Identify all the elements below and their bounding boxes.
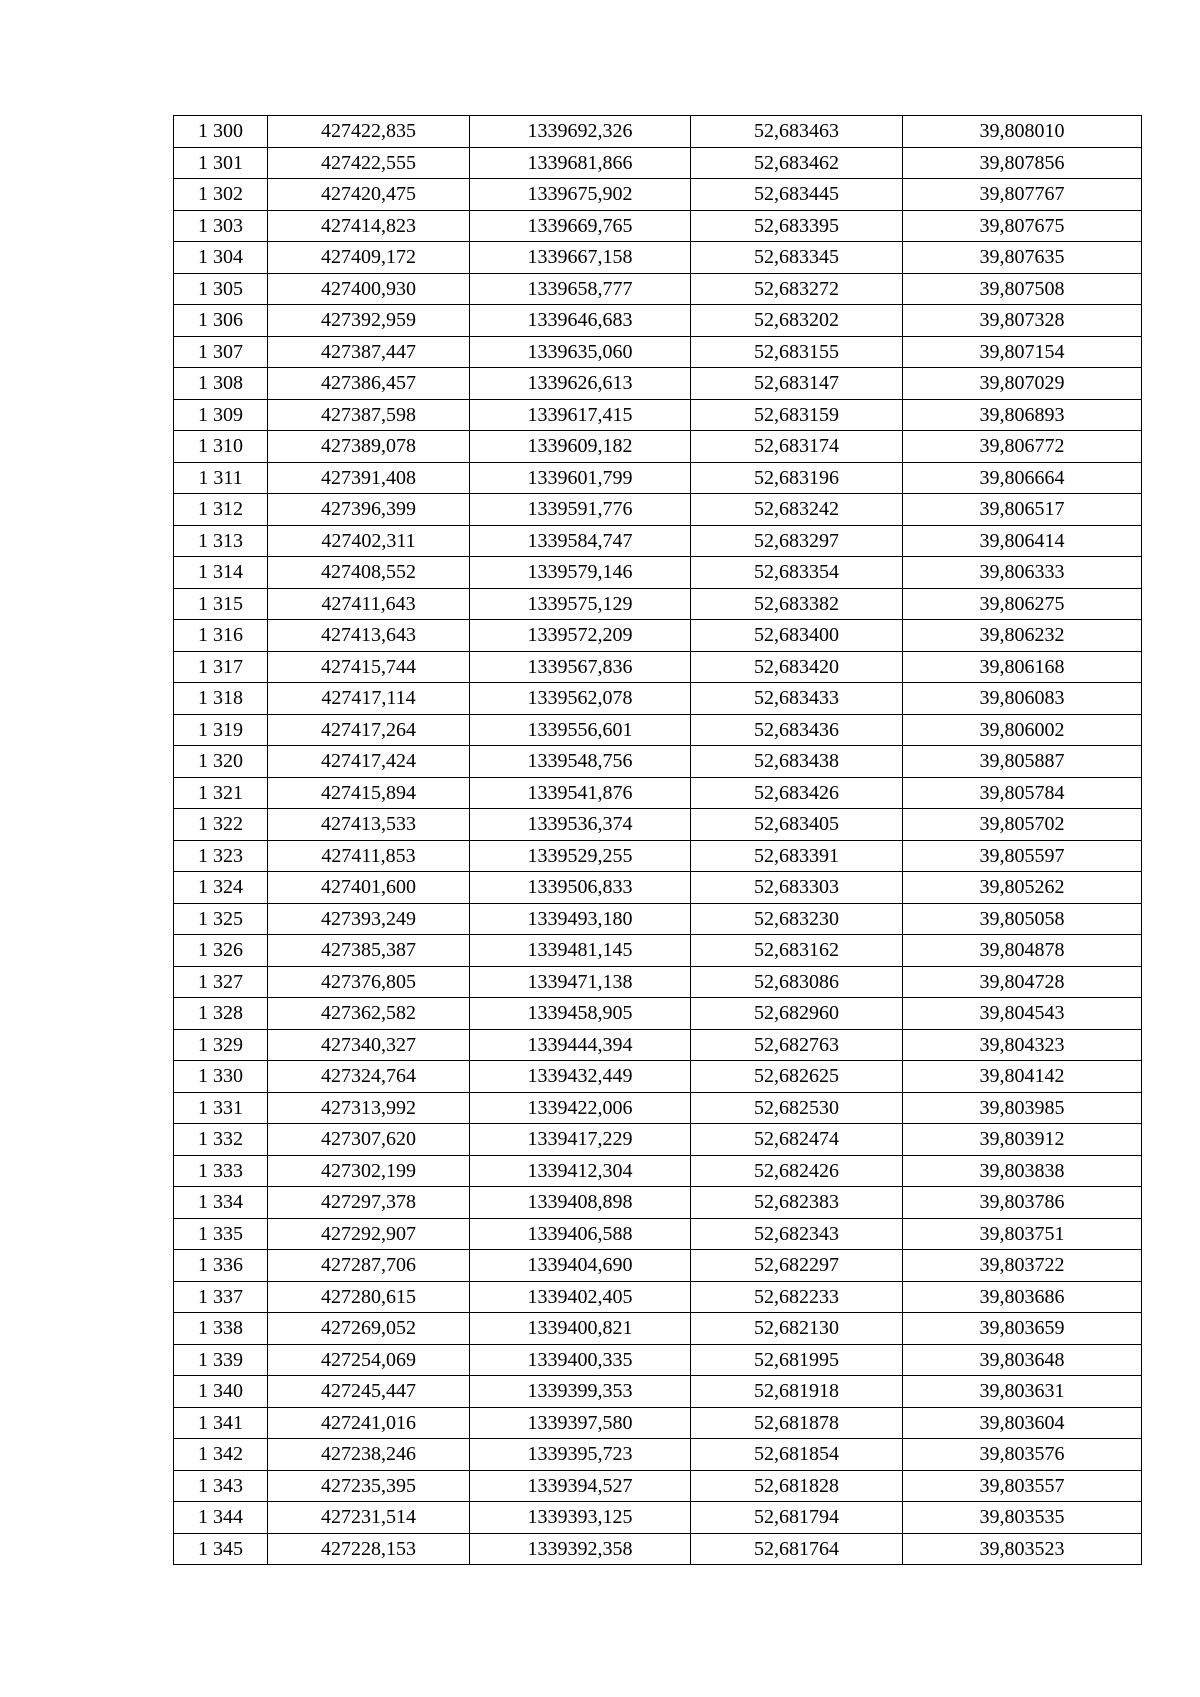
point-number-cell: 1 325 bbox=[174, 903, 268, 935]
point-number-cell: 1 336 bbox=[174, 1250, 268, 1282]
point-number-cell: 1 343 bbox=[174, 1470, 268, 1502]
latitude-cell: 52,682474 bbox=[691, 1124, 903, 1156]
x-coordinate-cell: 427411,643 bbox=[268, 588, 470, 620]
x-coordinate-cell: 427228,153 bbox=[268, 1533, 470, 1565]
x-coordinate-cell: 427409,172 bbox=[268, 242, 470, 274]
x-coordinate-cell: 427401,600 bbox=[268, 872, 470, 904]
latitude-cell: 52,683297 bbox=[691, 525, 903, 557]
x-coordinate-cell: 427292,907 bbox=[268, 1218, 470, 1250]
latitude-cell: 52,682426 bbox=[691, 1155, 903, 1187]
table-row bbox=[174, 147, 1142, 179]
x-coordinate-cell: 427280,615 bbox=[268, 1281, 470, 1313]
y-coordinate-cell: 1339609,182 bbox=[470, 431, 691, 463]
table-row bbox=[174, 777, 1142, 809]
y-coordinate-cell: 1339692,326 bbox=[470, 116, 691, 148]
x-coordinate-cell: 427287,706 bbox=[268, 1250, 470, 1282]
y-coordinate-cell: 1339635,060 bbox=[470, 336, 691, 368]
x-coordinate-cell: 427422,835 bbox=[268, 116, 470, 148]
y-coordinate-cell: 1339412,304 bbox=[470, 1155, 691, 1187]
latitude-cell: 52,683426 bbox=[691, 777, 903, 809]
latitude-cell: 52,683147 bbox=[691, 368, 903, 400]
table-row bbox=[174, 1218, 1142, 1250]
latitude-cell: 52,682625 bbox=[691, 1061, 903, 1093]
x-coordinate-cell: 427307,620 bbox=[268, 1124, 470, 1156]
y-coordinate-cell: 1339471,138 bbox=[470, 966, 691, 998]
table-row bbox=[174, 872, 1142, 904]
point-number-cell: 1 306 bbox=[174, 305, 268, 337]
longitude-cell: 39,806275 bbox=[903, 588, 1142, 620]
x-coordinate-cell: 427413,533 bbox=[268, 809, 470, 841]
y-coordinate-cell: 1339529,255 bbox=[470, 840, 691, 872]
x-coordinate-cell: 427376,805 bbox=[268, 966, 470, 998]
y-coordinate-cell: 1339584,747 bbox=[470, 525, 691, 557]
y-coordinate-cell: 1339493,180 bbox=[470, 903, 691, 935]
table-row bbox=[174, 399, 1142, 431]
point-number-cell: 1 334 bbox=[174, 1187, 268, 1219]
x-coordinate-cell: 427417,114 bbox=[268, 683, 470, 715]
table-row bbox=[174, 620, 1142, 652]
longitude-cell: 39,803722 bbox=[903, 1250, 1142, 1282]
x-coordinate-cell: 427385,387 bbox=[268, 935, 470, 967]
table-row bbox=[174, 1439, 1142, 1471]
point-number-cell: 1 340 bbox=[174, 1376, 268, 1408]
y-coordinate-cell: 1339567,836 bbox=[470, 651, 691, 683]
longitude-cell: 39,804728 bbox=[903, 966, 1142, 998]
y-coordinate-cell: 1339658,777 bbox=[470, 273, 691, 305]
y-coordinate-cell: 1339444,394 bbox=[470, 1029, 691, 1061]
y-coordinate-cell: 1339395,723 bbox=[470, 1439, 691, 1471]
table-row bbox=[174, 336, 1142, 368]
latitude-cell: 52,683395 bbox=[691, 210, 903, 242]
latitude-cell: 52,683391 bbox=[691, 840, 903, 872]
point-number-cell: 1 320 bbox=[174, 746, 268, 778]
latitude-cell: 52,683196 bbox=[691, 462, 903, 494]
table-row bbox=[174, 462, 1142, 494]
x-coordinate-cell: 427420,475 bbox=[268, 179, 470, 211]
point-number-cell: 1 305 bbox=[174, 273, 268, 305]
x-coordinate-cell: 427387,598 bbox=[268, 399, 470, 431]
longitude-cell: 39,807508 bbox=[903, 273, 1142, 305]
table-row bbox=[174, 588, 1142, 620]
table-row bbox=[174, 273, 1142, 305]
y-coordinate-cell: 1339669,765 bbox=[470, 210, 691, 242]
y-coordinate-cell: 1339404,690 bbox=[470, 1250, 691, 1282]
point-number-cell: 1 311 bbox=[174, 462, 268, 494]
x-coordinate-cell: 427269,052 bbox=[268, 1313, 470, 1345]
x-coordinate-cell: 427391,408 bbox=[268, 462, 470, 494]
table-row bbox=[174, 305, 1142, 337]
longitude-cell: 39,804142 bbox=[903, 1061, 1142, 1093]
point-number-cell: 1 314 bbox=[174, 557, 268, 589]
latitude-cell: 52,683438 bbox=[691, 746, 903, 778]
point-number-cell: 1 303 bbox=[174, 210, 268, 242]
y-coordinate-cell: 1339400,335 bbox=[470, 1344, 691, 1376]
point-number-cell: 1 318 bbox=[174, 683, 268, 715]
y-coordinate-cell: 1339626,613 bbox=[470, 368, 691, 400]
longitude-cell: 39,807029 bbox=[903, 368, 1142, 400]
latitude-cell: 52,683202 bbox=[691, 305, 903, 337]
x-coordinate-cell: 427324,764 bbox=[268, 1061, 470, 1093]
x-coordinate-cell: 427254,069 bbox=[268, 1344, 470, 1376]
longitude-cell: 39,804323 bbox=[903, 1029, 1142, 1061]
y-coordinate-cell: 1339681,866 bbox=[470, 147, 691, 179]
longitude-cell: 39,805702 bbox=[903, 809, 1142, 841]
point-number-cell: 1 328 bbox=[174, 998, 268, 1030]
longitude-cell: 39,806664 bbox=[903, 462, 1142, 494]
y-coordinate-cell: 1339481,145 bbox=[470, 935, 691, 967]
latitude-cell: 52,683354 bbox=[691, 557, 903, 589]
y-coordinate-cell: 1339408,898 bbox=[470, 1187, 691, 1219]
y-coordinate-cell: 1339400,821 bbox=[470, 1313, 691, 1345]
x-coordinate-cell: 427408,552 bbox=[268, 557, 470, 589]
coordinates-table bbox=[173, 115, 1142, 1565]
point-number-cell: 1 315 bbox=[174, 588, 268, 620]
longitude-cell: 39,805784 bbox=[903, 777, 1142, 809]
point-number-cell: 1 300 bbox=[174, 116, 268, 148]
latitude-cell: 52,683303 bbox=[691, 872, 903, 904]
longitude-cell: 39,805262 bbox=[903, 872, 1142, 904]
table-row bbox=[174, 809, 1142, 841]
longitude-cell: 39,805597 bbox=[903, 840, 1142, 872]
longitude-cell: 39,806517 bbox=[903, 494, 1142, 526]
x-coordinate-cell: 427235,395 bbox=[268, 1470, 470, 1502]
table-row bbox=[174, 1061, 1142, 1093]
latitude-cell: 52,683230 bbox=[691, 903, 903, 935]
x-coordinate-cell: 427393,249 bbox=[268, 903, 470, 935]
table-row bbox=[174, 1344, 1142, 1376]
table-row bbox=[174, 746, 1142, 778]
latitude-cell: 52,683272 bbox=[691, 273, 903, 305]
point-number-cell: 1 307 bbox=[174, 336, 268, 368]
x-coordinate-cell: 427422,555 bbox=[268, 147, 470, 179]
table-row bbox=[174, 210, 1142, 242]
point-number-cell: 1 339 bbox=[174, 1344, 268, 1376]
y-coordinate-cell: 1339575,129 bbox=[470, 588, 691, 620]
y-coordinate-cell: 1339572,209 bbox=[470, 620, 691, 652]
point-number-cell: 1 345 bbox=[174, 1533, 268, 1565]
x-coordinate-cell: 427413,643 bbox=[268, 620, 470, 652]
longitude-cell: 39,803985 bbox=[903, 1092, 1142, 1124]
point-number-cell: 1 333 bbox=[174, 1155, 268, 1187]
table-row bbox=[174, 242, 1142, 274]
latitude-cell: 52,683162 bbox=[691, 935, 903, 967]
table-row bbox=[174, 1187, 1142, 1219]
longitude-cell: 39,803648 bbox=[903, 1344, 1142, 1376]
y-coordinate-cell: 1339422,006 bbox=[470, 1092, 691, 1124]
longitude-cell: 39,807154 bbox=[903, 336, 1142, 368]
y-coordinate-cell: 1339646,683 bbox=[470, 305, 691, 337]
point-number-cell: 1 310 bbox=[174, 431, 268, 463]
table-row bbox=[174, 1250, 1142, 1282]
table-row bbox=[174, 1155, 1142, 1187]
longitude-cell: 39,808010 bbox=[903, 116, 1142, 148]
y-coordinate-cell: 1339392,358 bbox=[470, 1533, 691, 1565]
x-coordinate-cell: 427386,457 bbox=[268, 368, 470, 400]
y-coordinate-cell: 1339548,756 bbox=[470, 746, 691, 778]
x-coordinate-cell: 427402,311 bbox=[268, 525, 470, 557]
x-coordinate-cell: 427238,246 bbox=[268, 1439, 470, 1471]
table-row bbox=[174, 1029, 1142, 1061]
point-number-cell: 1 324 bbox=[174, 872, 268, 904]
latitude-cell: 52,681794 bbox=[691, 1502, 903, 1534]
y-coordinate-cell: 1339556,601 bbox=[470, 714, 691, 746]
x-coordinate-cell: 427415,894 bbox=[268, 777, 470, 809]
x-coordinate-cell: 427417,264 bbox=[268, 714, 470, 746]
longitude-cell: 39,803523 bbox=[903, 1533, 1142, 1565]
latitude-cell: 52,681764 bbox=[691, 1533, 903, 1565]
table-row bbox=[174, 368, 1142, 400]
latitude-cell: 52,683433 bbox=[691, 683, 903, 715]
y-coordinate-cell: 1339667,158 bbox=[470, 242, 691, 274]
y-coordinate-cell: 1339579,146 bbox=[470, 557, 691, 589]
longitude-cell: 39,806168 bbox=[903, 651, 1142, 683]
longitude-cell: 39,803535 bbox=[903, 1502, 1142, 1534]
point-number-cell: 1 322 bbox=[174, 809, 268, 841]
latitude-cell: 52,683400 bbox=[691, 620, 903, 652]
x-coordinate-cell: 427340,327 bbox=[268, 1029, 470, 1061]
longitude-cell: 39,804878 bbox=[903, 935, 1142, 967]
longitude-cell: 39,806333 bbox=[903, 557, 1142, 589]
table-row bbox=[174, 1313, 1142, 1345]
longitude-cell: 39,806893 bbox=[903, 399, 1142, 431]
point-number-cell: 1 319 bbox=[174, 714, 268, 746]
table-row bbox=[174, 903, 1142, 935]
y-coordinate-cell: 1339591,776 bbox=[470, 494, 691, 526]
longitude-cell: 39,806083 bbox=[903, 683, 1142, 715]
point-number-cell: 1 323 bbox=[174, 840, 268, 872]
point-number-cell: 1 304 bbox=[174, 242, 268, 274]
longitude-cell: 39,803686 bbox=[903, 1281, 1142, 1313]
table-row bbox=[174, 1281, 1142, 1313]
longitude-cell: 39,807767 bbox=[903, 179, 1142, 211]
latitude-cell: 52,682763 bbox=[691, 1029, 903, 1061]
latitude-cell: 52,681828 bbox=[691, 1470, 903, 1502]
latitude-cell: 52,681878 bbox=[691, 1407, 903, 1439]
point-number-cell: 1 321 bbox=[174, 777, 268, 809]
latitude-cell: 52,683436 bbox=[691, 714, 903, 746]
table-row bbox=[174, 1470, 1142, 1502]
table-row bbox=[174, 1533, 1142, 1565]
x-coordinate-cell: 427362,582 bbox=[268, 998, 470, 1030]
y-coordinate-cell: 1339417,229 bbox=[470, 1124, 691, 1156]
point-number-cell: 1 317 bbox=[174, 651, 268, 683]
x-coordinate-cell: 427241,016 bbox=[268, 1407, 470, 1439]
longitude-cell: 39,804543 bbox=[903, 998, 1142, 1030]
latitude-cell: 52,682383 bbox=[691, 1187, 903, 1219]
y-coordinate-cell: 1339541,876 bbox=[470, 777, 691, 809]
latitude-cell: 52,683086 bbox=[691, 966, 903, 998]
y-coordinate-cell: 1339458,905 bbox=[470, 998, 691, 1030]
table-row bbox=[174, 557, 1142, 589]
latitude-cell: 52,683345 bbox=[691, 242, 903, 274]
x-coordinate-cell: 427387,447 bbox=[268, 336, 470, 368]
latitude-cell: 52,683420 bbox=[691, 651, 903, 683]
point-number-cell: 1 326 bbox=[174, 935, 268, 967]
y-coordinate-cell: 1339394,527 bbox=[470, 1470, 691, 1502]
latitude-cell: 52,681854 bbox=[691, 1439, 903, 1471]
longitude-cell: 39,803838 bbox=[903, 1155, 1142, 1187]
x-coordinate-cell: 427245,447 bbox=[268, 1376, 470, 1408]
y-coordinate-cell: 1339399,353 bbox=[470, 1376, 691, 1408]
table-row bbox=[174, 1124, 1142, 1156]
y-coordinate-cell: 1339562,078 bbox=[470, 683, 691, 715]
latitude-cell: 52,682960 bbox=[691, 998, 903, 1030]
y-coordinate-cell: 1339397,580 bbox=[470, 1407, 691, 1439]
x-coordinate-cell: 427302,199 bbox=[268, 1155, 470, 1187]
point-number-cell: 1 301 bbox=[174, 147, 268, 179]
table-row bbox=[174, 179, 1142, 211]
y-coordinate-cell: 1339402,405 bbox=[470, 1281, 691, 1313]
x-coordinate-cell: 427231,514 bbox=[268, 1502, 470, 1534]
point-number-cell: 1 308 bbox=[174, 368, 268, 400]
x-coordinate-cell: 427411,853 bbox=[268, 840, 470, 872]
latitude-cell: 52,683445 bbox=[691, 179, 903, 211]
latitude-cell: 52,682530 bbox=[691, 1092, 903, 1124]
point-number-cell: 1 332 bbox=[174, 1124, 268, 1156]
longitude-cell: 39,807328 bbox=[903, 305, 1142, 337]
y-coordinate-cell: 1339393,125 bbox=[470, 1502, 691, 1534]
latitude-cell: 52,682343 bbox=[691, 1218, 903, 1250]
x-coordinate-cell: 427392,959 bbox=[268, 305, 470, 337]
table-row bbox=[174, 840, 1142, 872]
coordinates-table-body bbox=[174, 116, 1142, 1565]
x-coordinate-cell: 427417,424 bbox=[268, 746, 470, 778]
y-coordinate-cell: 1339675,902 bbox=[470, 179, 691, 211]
latitude-cell: 52,682297 bbox=[691, 1250, 903, 1282]
point-number-cell: 1 338 bbox=[174, 1313, 268, 1345]
latitude-cell: 52,683462 bbox=[691, 147, 903, 179]
table-row bbox=[174, 966, 1142, 998]
x-coordinate-cell: 427414,823 bbox=[268, 210, 470, 242]
point-number-cell: 1 344 bbox=[174, 1502, 268, 1534]
latitude-cell: 52,683405 bbox=[691, 809, 903, 841]
longitude-cell: 39,803786 bbox=[903, 1187, 1142, 1219]
table-row bbox=[174, 1502, 1142, 1534]
longitude-cell: 39,806002 bbox=[903, 714, 1142, 746]
table-row bbox=[174, 431, 1142, 463]
longitude-cell: 39,807675 bbox=[903, 210, 1142, 242]
longitude-cell: 39,805058 bbox=[903, 903, 1142, 935]
point-number-cell: 1 302 bbox=[174, 179, 268, 211]
y-coordinate-cell: 1339601,799 bbox=[470, 462, 691, 494]
longitude-cell: 39,803576 bbox=[903, 1439, 1142, 1471]
latitude-cell: 52,681918 bbox=[691, 1376, 903, 1408]
point-number-cell: 1 309 bbox=[174, 399, 268, 431]
table-row bbox=[174, 1376, 1142, 1408]
point-number-cell: 1 337 bbox=[174, 1281, 268, 1313]
latitude-cell: 52,683382 bbox=[691, 588, 903, 620]
point-number-cell: 1 312 bbox=[174, 494, 268, 526]
table-row bbox=[174, 714, 1142, 746]
longitude-cell: 39,803604 bbox=[903, 1407, 1142, 1439]
longitude-cell: 39,803631 bbox=[903, 1376, 1142, 1408]
latitude-cell: 52,683242 bbox=[691, 494, 903, 526]
point-number-cell: 1 342 bbox=[174, 1439, 268, 1471]
point-number-cell: 1 341 bbox=[174, 1407, 268, 1439]
latitude-cell: 52,683155 bbox=[691, 336, 903, 368]
y-coordinate-cell: 1339432,449 bbox=[470, 1061, 691, 1093]
longitude-cell: 39,803659 bbox=[903, 1313, 1142, 1345]
latitude-cell: 52,681995 bbox=[691, 1344, 903, 1376]
latitude-cell: 52,682130 bbox=[691, 1313, 903, 1345]
point-number-cell: 1 327 bbox=[174, 966, 268, 998]
longitude-cell: 39,806772 bbox=[903, 431, 1142, 463]
longitude-cell: 39,805887 bbox=[903, 746, 1142, 778]
x-coordinate-cell: 427400,930 bbox=[268, 273, 470, 305]
longitude-cell: 39,806414 bbox=[903, 525, 1142, 557]
longitude-cell: 39,803557 bbox=[903, 1470, 1142, 1502]
longitude-cell: 39,807856 bbox=[903, 147, 1142, 179]
latitude-cell: 52,683174 bbox=[691, 431, 903, 463]
table-row bbox=[174, 116, 1142, 148]
longitude-cell: 39,806232 bbox=[903, 620, 1142, 652]
longitude-cell: 39,807635 bbox=[903, 242, 1142, 274]
latitude-cell: 52,683159 bbox=[691, 399, 903, 431]
point-number-cell: 1 331 bbox=[174, 1092, 268, 1124]
table-row bbox=[174, 1092, 1142, 1124]
point-number-cell: 1 313 bbox=[174, 525, 268, 557]
table-row bbox=[174, 683, 1142, 715]
table-row bbox=[174, 935, 1142, 967]
latitude-cell: 52,682233 bbox=[691, 1281, 903, 1313]
y-coordinate-cell: 1339617,415 bbox=[470, 399, 691, 431]
point-number-cell: 1 329 bbox=[174, 1029, 268, 1061]
point-number-cell: 1 330 bbox=[174, 1061, 268, 1093]
table-row bbox=[174, 494, 1142, 526]
y-coordinate-cell: 1339506,833 bbox=[470, 872, 691, 904]
x-coordinate-cell: 427396,399 bbox=[268, 494, 470, 526]
x-coordinate-cell: 427415,744 bbox=[268, 651, 470, 683]
y-coordinate-cell: 1339536,374 bbox=[470, 809, 691, 841]
point-number-cell: 1 316 bbox=[174, 620, 268, 652]
table-row bbox=[174, 525, 1142, 557]
x-coordinate-cell: 427313,992 bbox=[268, 1092, 470, 1124]
table-row bbox=[174, 1407, 1142, 1439]
point-number-cell: 1 335 bbox=[174, 1218, 268, 1250]
longitude-cell: 39,803751 bbox=[903, 1218, 1142, 1250]
table-row bbox=[174, 651, 1142, 683]
latitude-cell: 52,683463 bbox=[691, 116, 903, 148]
y-coordinate-cell: 1339406,588 bbox=[470, 1218, 691, 1250]
x-coordinate-cell: 427297,378 bbox=[268, 1187, 470, 1219]
longitude-cell: 39,803912 bbox=[903, 1124, 1142, 1156]
x-coordinate-cell: 427389,078 bbox=[268, 431, 470, 463]
table-row bbox=[174, 998, 1142, 1030]
